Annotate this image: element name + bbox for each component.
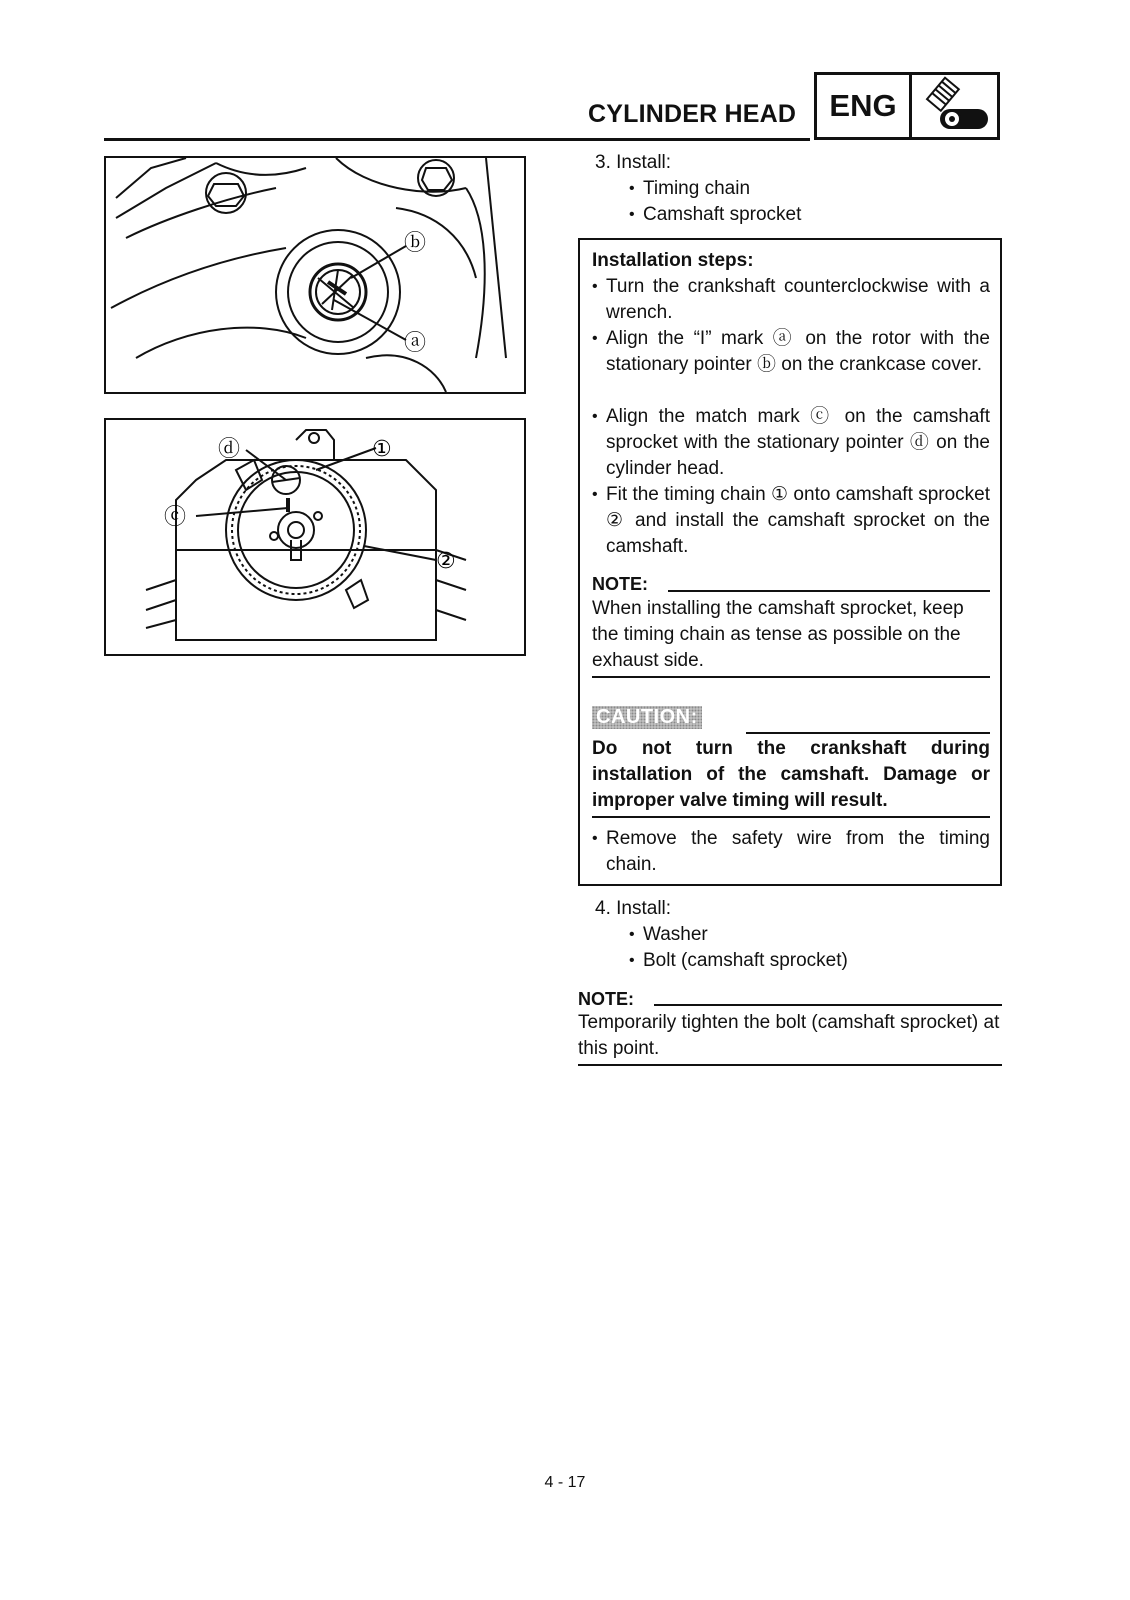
page-number: 4 - 17: [544, 1474, 586, 1491]
step-4-item-washer: • Washer: [643, 922, 708, 948]
installation-step-4: • Fit the timing chain ① onto camshaft sprocket ② and install the camshaft sprocket on the camshaft.: [606, 482, 990, 560]
caution-rule: [746, 732, 990, 734]
caution-text: Do not turn the crankshaft during installation of the camshaft. Damage or improper valve timing will result.: [592, 738, 990, 811]
installation-step-1: • Turn the crankshaft counterclockwise with a wrench.: [606, 274, 990, 326]
caution-label: CAUTION:: [592, 706, 702, 729]
note-2-text: Temporarily tighten the bolt (camshaft sprocket) at this point.: [578, 1012, 1000, 1059]
step-3-item-camshaft-sprocket: • Camshaft sprocket: [643, 202, 801, 228]
page-title: CYLINDER HEAD: [588, 100, 797, 128]
note-2-label: NOTE:: [578, 989, 634, 1009]
callout-c: ⓒ: [164, 505, 187, 530]
step-4-label: 4. Install:: [595, 898, 672, 919]
note-2-end-rule: [578, 1064, 1002, 1066]
installation-heading: Installation steps:: [592, 250, 754, 271]
caution-badge: [592, 706, 702, 729]
figure-rotor-mark: [104, 156, 526, 394]
section-label: ENG: [817, 75, 912, 137]
callout-2: ②: [436, 549, 456, 574]
installation-steps-box: [578, 238, 1002, 886]
installation-final-step: • Remove the safety wire from the timing chain.: [606, 826, 990, 878]
installation-step-3: • Align the match mark ⓒ on the camshaft sprocket with the stationary pointer ⓓ on the cylinder head.: [606, 404, 990, 482]
caution-end-rule: [592, 816, 990, 818]
note-label: NOTE:: [592, 574, 648, 594]
callout-b: ⓑ: [404, 231, 427, 256]
step-3-label: 3. Install:: [595, 152, 672, 173]
callout-1: ①: [372, 437, 392, 462]
note-2-rule: [654, 1004, 1002, 1006]
sprocket-illustration: [106, 420, 524, 654]
callout-d: ⓓ: [218, 437, 241, 462]
installation-step-2: • Align the “I” mark ⓐ on the rotor with the stationary pointer ⓑ on the crankcase cover.: [606, 326, 990, 378]
rotor-illustration: [106, 158, 524, 392]
step-3-item-timing-chain: • Timing chain: [643, 176, 750, 202]
note-end-rule: [592, 676, 990, 678]
note-rule: [668, 590, 990, 592]
note-text: When installing the camshaft sprocket, keep the timing chain as tense as possible on the exhaust side.: [592, 598, 964, 671]
engine-wrench-icon: [912, 75, 997, 137]
step-4-item-bolt: • Bolt (camshaft sprocket): [643, 948, 848, 974]
section-tab: [814, 72, 1000, 140]
figure-camshaft-sprocket: [104, 418, 526, 656]
callout-a: ⓐ: [404, 331, 427, 356]
header-rule: [104, 138, 810, 141]
